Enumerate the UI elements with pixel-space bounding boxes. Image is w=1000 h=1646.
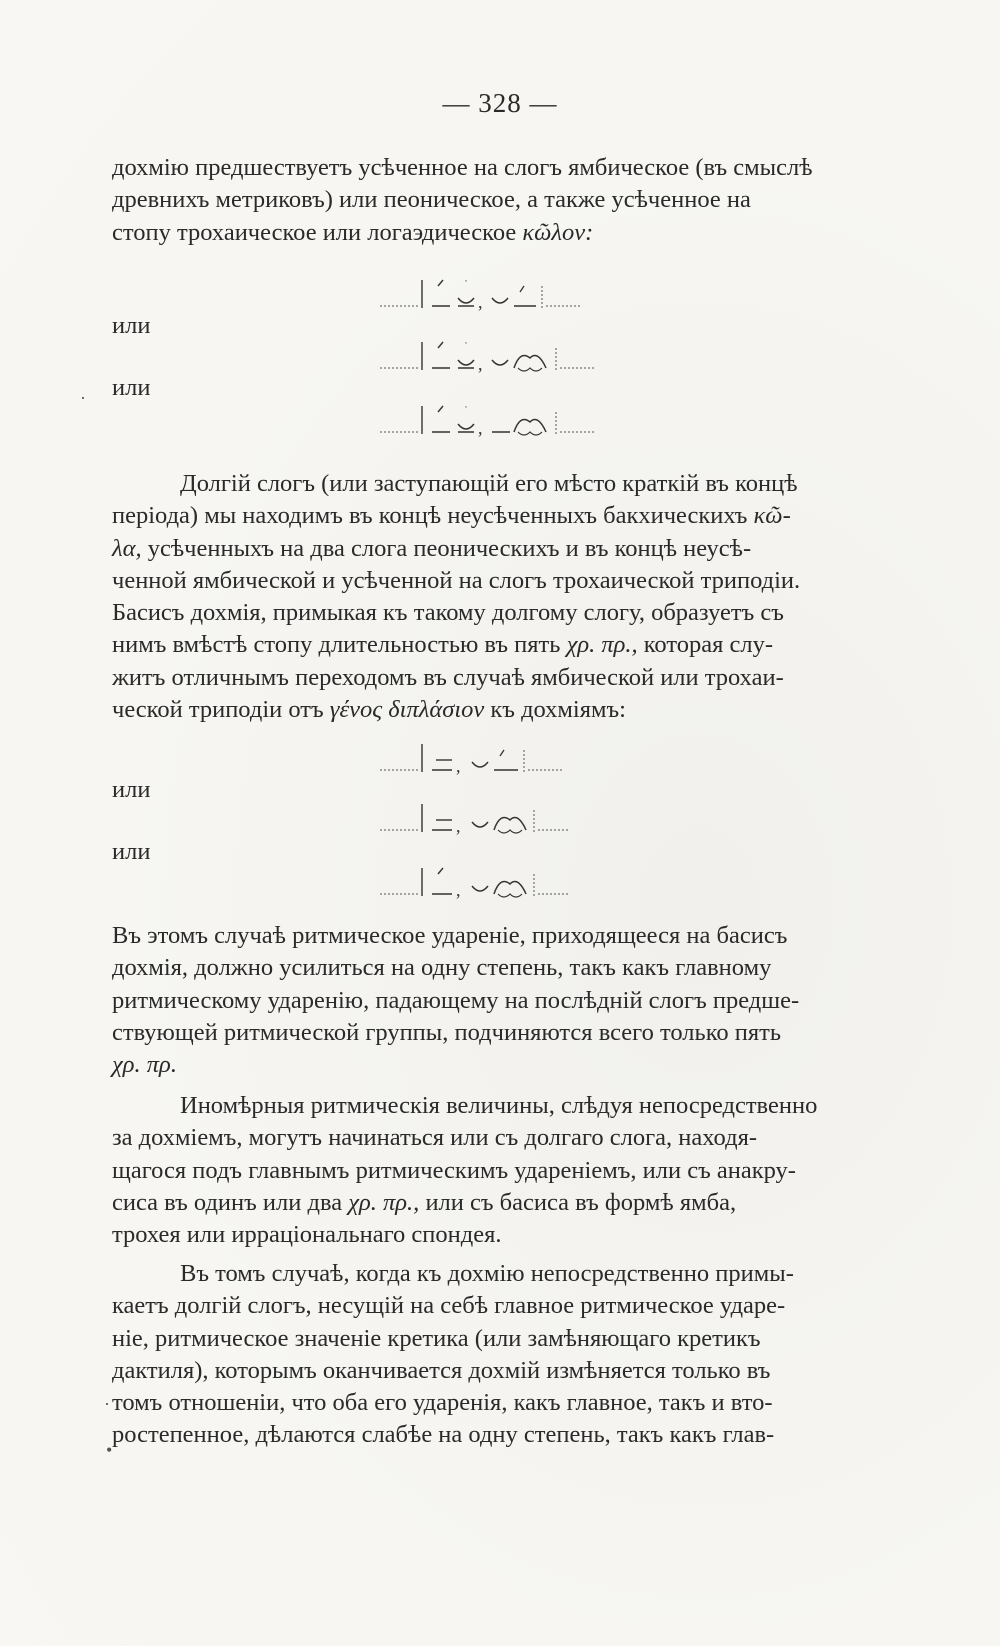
para5-line-4: дактиля), которымъ оканчивается дохмій измѣняется только въ [112,1356,771,1384]
para5-line-1: Въ томъ случаѣ, когда къ дохмію непосредственно примы- [180,1260,794,1287]
greek-kolon: κῶλον: [522,218,594,246]
para4-line-1: Иномѣрныя ритмическія величины, слѣдуя непосредственно [180,1092,818,1119]
svg-text:˙: ˙ [464,277,468,291]
svg-text:˙: ˙ [464,339,468,353]
scheme-svg-2a [380,742,650,776]
ili-label-4: или [112,838,151,865]
svg-text:,: , [456,816,461,836]
ili-label-1: или [112,312,151,339]
margin-mark-2: · [104,1394,110,1414]
ili-label-2: или [112,374,151,401]
scheme-svg-2b [380,802,650,836]
greek-chr-pr-1: χρ. πρ., [566,631,638,659]
para5-line-5: томъ отношеніи, что оба его ударенія, какъ главное, такъ и вто- [112,1389,773,1417]
svg-text:,: , [478,418,483,438]
scheme-svg-1c [380,404,650,438]
para4-line-4-end: или съ басиса въ формѣ ямба, [425,1188,737,1216]
metrical-scheme-2a [380,742,640,776]
paragraph-2 [112,468,896,726]
metrical-scheme-1b [380,340,640,374]
para2-line-4: ченной ямбической и усѣченной на слогъ трохаической триподіи. [112,566,801,594]
para4-line-3: щагося подъ главнымъ ритмическимъ удареніемъ, или съ анакру- [112,1156,796,1184]
greek-chr-pr-3: χρ. πρ., [348,1188,420,1216]
greek-genos-diplasion: γένος διπλάσιον [329,696,485,724]
scheme-svg-1b [380,340,650,374]
para5-line-3: ніе, ритмическое значеніе кретика (или замѣняющаго кретикъ [112,1324,761,1352]
para3-line-3: ритмическому ударенію, падающему на послѣдній слогъ предше- [112,986,800,1014]
para2-line-2: періода) мы находимъ въ концѣ неусѣченныхъ бакхическихъ [112,502,748,530]
para4-line-4: сиса въ одинъ или два [112,1188,343,1216]
paragraph-5 [112,1258,896,1452]
para5-line-2: каетъ долгій слогъ, несущій на себѣ главное ритмическое ударе- [112,1292,786,1320]
page-number: — 328 — [442,88,558,118]
para5-line-6: ростепенное, дѣлаются слабѣе на одну степень, такъ какъ глав- [112,1421,775,1449]
paragraph-3 [112,920,896,1081]
paragraph-1 [112,152,896,249]
svg-text:,: , [456,880,461,900]
greek-chr-pr-2: χρ. πρ. [112,1051,177,1079]
para3-line-4: ствующей ритмической группы, подчиняются всего только пять [112,1018,781,1046]
para1-line-2: древнихъ метриковъ) или пеоническое, а также усѣченное на [112,186,751,214]
para2-line-6-end: которая слу- [643,631,774,659]
para3-line-1: Въ этомъ случаѣ ритмическое удареніе, приходящееся на басисъ [112,922,788,949]
metrical-scheme-1c [380,404,640,438]
svg-text:,: , [478,292,483,312]
para1-line-3: стопу трохаическое или логаэдическое [112,218,517,246]
paragraph-4 [112,1090,896,1251]
metrical-scheme-2c [380,866,640,900]
para2-line-1: Долгій слогъ (или заступающій его мѣсто краткій въ концѣ [180,470,798,497]
para2-line-8-end: къ дохміямъ: [490,696,626,724]
para2-line-3: усѣченныхъ на два слога пеоническихъ и въ концѣ неусѣ- [147,534,752,562]
para3-line-2: дохмія, должно усилиться на одну степень, такъ какъ главному [112,954,772,982]
metrical-scheme-2b [380,802,640,836]
svg-text:,: , [456,756,461,776]
ili-label-3: или [112,776,151,803]
para2-line-7: житъ отличнымъ переходомъ въ случаѣ ямбической или трохаи- [112,663,784,691]
scheme-svg-1a [380,278,650,312]
metrical-scheme-1a [380,278,640,312]
margin-mark-1: · [80,388,86,408]
svg-text:,: , [478,354,483,374]
scheme-svg-2c [380,866,650,900]
margin-mark-3: • [106,1440,113,1460]
greek-kola-2: λα, [112,534,142,562]
para1-line-1: дохмію предшествуетъ усѣченное на слогъ ямбическое (въ смыслѣ [112,154,813,181]
svg-text:˙: ˙ [464,403,468,417]
para4-line-5: трохея или ирраціональнаго спондея. [112,1221,502,1249]
para2-line-8: ческой триподіи отъ [112,696,324,724]
para4-line-2: за дохміемъ, могутъ начинаться или съ долгаго слога, находя- [112,1124,757,1152]
para2-line-6: нимъ вмѣстѣ стопу длительностью въ пять [112,631,561,659]
greek-kola-1: κῶ- [753,502,791,530]
para2-line-5: Басисъ дохмія, примыкая къ такому долгому слогу, образуетъ съ [112,599,784,627]
